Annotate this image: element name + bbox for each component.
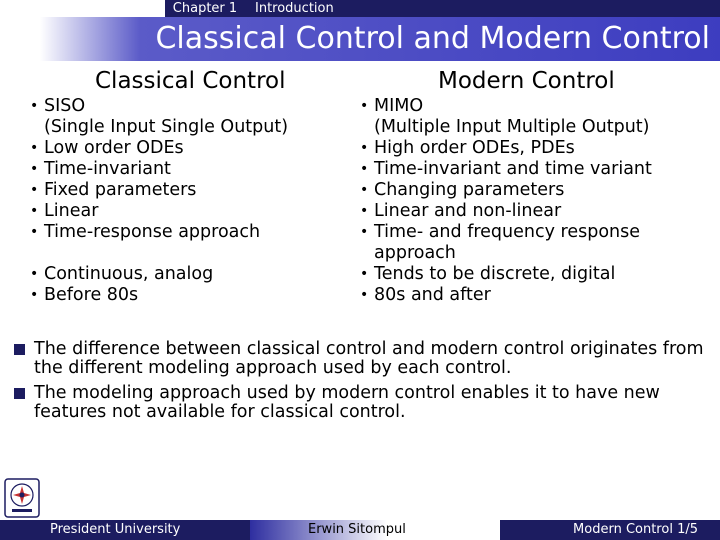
footer-right: Modern Control 1/5 [500,520,720,540]
list-item: • High order ODEs, PDEs [360,138,575,158]
bullet-icon: • [30,98,39,114]
list-item-sub: (Multiple Input Multiple Output) [374,117,650,137]
square-bullet-icon [14,388,25,399]
bullet-icon: • [360,161,369,177]
bullet-icon: • [360,182,369,198]
list-item: • Continuous, analog [30,264,214,284]
list-item: • SISO (Single Input Single Output) [30,96,289,137]
classical-list [28,96,288,306]
list-item: • Changing parameters [360,180,565,200]
title-bar [0,17,720,61]
footer-left: President University [0,520,250,540]
bullet-icon: • [360,140,369,156]
bullet-icon: • [360,266,369,282]
bullet-icon: • [360,98,369,114]
bullet-icon: • [30,224,39,240]
list-item: • Tends to be discrete, digital [360,264,616,284]
list-item: • Linear and non-linear [360,201,562,221]
classical-heading: Classical Control [95,68,286,94]
bullet-icon: • [30,140,39,156]
square-bullet-icon [14,344,25,355]
footer-center: Erwin Sitompul [250,520,500,540]
bullet-icon: • [360,203,369,219]
bullet-icon: • [30,161,39,177]
list-item-sub: (Single Input Single Output) [44,117,289,137]
list-item: • Time-response approach [30,222,261,242]
main-points [12,340,712,428]
bullet-icon: • [360,224,369,240]
bullet-icon: • [30,266,39,282]
main-point: The difference between classical control and modern control originates from the different modeling approach used by each control. [12,340,712,378]
list-item: • Before 80s [30,285,139,305]
bullet-icon: • [30,287,39,303]
bullet-icon: • [30,203,39,219]
modern-list [358,96,652,306]
modern-heading: Modern Control [438,68,615,94]
list-item: • MIMO (Multiple Input Multiple Output) [358,96,652,138]
list-item: • Time-invariant and time variant [360,159,652,179]
bullet-icon: • [360,287,369,303]
top-bar [0,0,720,17]
list-item: • Fixed parameters [30,180,197,200]
footer-bar [0,520,720,540]
list-item: • 80s and after [360,285,491,305]
list-item: • Low order ODEs [30,138,184,158]
list-item: • Linear [30,201,99,221]
bullet-icon: • [30,182,39,198]
list-item: • Time-invariant [30,159,171,179]
slide-title: Classical Control and Modern Control [155,21,710,56]
list-item: • Time- and frequency response approach [358,222,652,264]
chapter-label: Chapter 1 [165,0,245,17]
main-point: The modeling approach used by modern control enables it to have new features not available for classical control. [12,384,712,422]
section-label: Introduction [245,0,720,17]
list-item-sub: approach [374,243,456,263]
university-logo-icon [4,478,40,518]
